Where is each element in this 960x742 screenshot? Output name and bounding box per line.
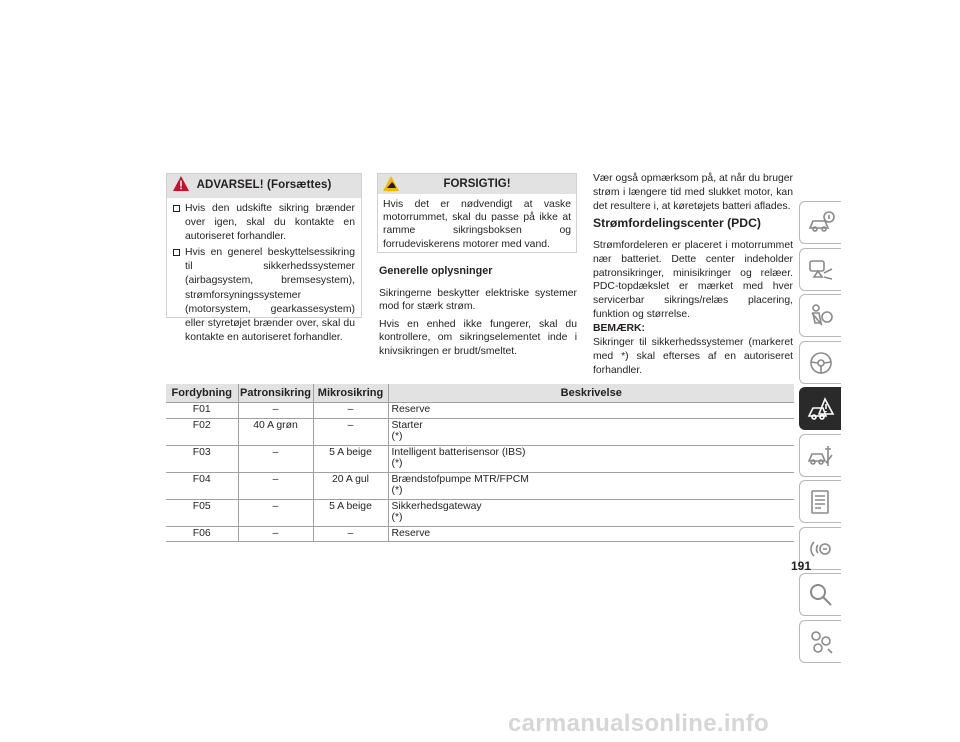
pdc-heading: Strømfordelingscenter (PDC) <box>593 216 761 230</box>
cell-cartridge: – <box>238 403 313 419</box>
page-number: 191 <box>791 559 812 573</box>
general-paragraph-1: Sikringerne beskytter elektriske systemer mod for stærk strøm. <box>379 288 577 313</box>
checkbox-bullet-icon <box>173 249 180 256</box>
cell-cavity: F02 <box>166 418 238 445</box>
safety-mark: (*) <box>391 431 403 442</box>
cell-micro: – <box>313 526 388 542</box>
cell-micro: – <box>313 403 388 419</box>
cell-cartridge: – <box>238 445 313 472</box>
tab-service[interactable] <box>799 434 841 477</box>
table-row <box>166 499 794 526</box>
table-row <box>166 403 794 419</box>
warning-item: Hvis den udskifte sikring brænder over igen, skal du kontakte en autoriseret forhandler. <box>173 202 355 244</box>
spec-list-icon <box>806 487 836 517</box>
car-service-icon <box>806 441 836 471</box>
warning-title: ADVARSEL! (Forsættes) <box>196 179 332 191</box>
header-cavity: Fordybning <box>166 384 238 403</box>
search-icon <box>806 580 836 610</box>
general-heading: Generelle oplysninger <box>379 265 493 277</box>
chapter-tabs <box>799 201 841 666</box>
pdc-paragraph: Strømfordeleren er placeret i motorrummet nær batteriet. Dette center indeholder patronsikringer, minisikringer og relæer. PDC-topdækslet er mærket med hver servicerbar sikrings/relæs placering, funktion og størrelse. <box>593 240 793 320</box>
header-description: Beskrivelse <box>388 384 794 403</box>
cell-cavity: F03 <box>166 445 238 472</box>
language-icon <box>806 627 836 657</box>
caution-box <box>377 173 577 253</box>
caution-header <box>378 174 576 194</box>
cell-cartridge: – <box>238 526 313 542</box>
note-text: Sikringer til sikkerhedssystemer (markeret med *) skal efterses af en autoriseret forhandler. <box>593 337 793 376</box>
warning-item: Hvis en generel beskyttelsessikring til sikkerhedssystemer (airbagsystem, bremsesystem), strømforsyningssystemer (motorsystem, gearkassesystem) eller styretøjet brænder over, skal du kontakte en autoriseret forhandler. <box>173 246 355 345</box>
cell-description: Reserve <box>388 403 794 419</box>
cell-micro: 20 A gul <box>313 472 388 499</box>
cell-description: Reserve <box>388 526 794 542</box>
header-micro: Mikrosikring <box>313 384 388 403</box>
cell-cavity: F01 <box>166 403 238 419</box>
safety-mark: (*) <box>391 458 403 469</box>
cell-description: Starter (*) <box>388 418 794 445</box>
tab-languages[interactable] <box>799 620 841 663</box>
table-row <box>166 526 794 542</box>
cell-cavity: F06 <box>166 526 238 542</box>
tab-safety[interactable] <box>799 294 841 337</box>
warning-box <box>166 173 362 343</box>
header-cartridge: Patronsikring <box>238 384 313 403</box>
cell-description: Brændstofpumpe MTR/FPCM (*) <box>388 472 794 499</box>
table-row <box>166 418 794 445</box>
right-intro: Vær også opmærksom på, at når du bruger strøm i længere tid med slukket motor, kan det resultere i, at køretøjets batteri aflades. <box>593 173 793 212</box>
cell-cavity: F05 <box>166 499 238 526</box>
car-info-icon <box>806 208 836 238</box>
note-label: BEMÆRK: <box>593 323 645 334</box>
checkbox-bullet-icon <box>173 205 180 212</box>
cell-micro: – <box>313 418 388 445</box>
watermark: carmanualsonline.info <box>508 710 770 737</box>
steering-wheel-icon <box>806 348 836 378</box>
cell-micro: 5 A beige <box>313 499 388 526</box>
tab-index[interactable] <box>799 573 841 616</box>
safety-mark: (*) <box>391 485 403 496</box>
tab-emergency[interactable] <box>799 387 841 430</box>
fuse-table <box>166 384 794 542</box>
tab-car-info[interactable] <box>799 201 841 244</box>
seatbelt-airbag-icon <box>806 301 836 331</box>
cell-micro: 5 A beige <box>313 445 388 472</box>
roadside-hazard-icon <box>806 394 836 424</box>
cell-cartridge: – <box>238 472 313 499</box>
cell-cavity: F04 <box>166 472 238 499</box>
tab-dashboard-lights[interactable] <box>799 248 841 291</box>
table-row <box>166 445 794 472</box>
general-paragraph-2: Hvis en enhed ikke fungerer, skal du kontrollere, om sikringselementet inde i knivsikringen er brudt/smeltet. <box>379 319 577 357</box>
tab-specifications[interactable] <box>799 480 841 523</box>
cell-cartridge: 40 A grøn <box>238 418 313 445</box>
warning-header <box>167 174 361 198</box>
table-header-row <box>166 384 794 403</box>
caution-text: Hvis det er nødvendigt at vaske motorrummet, skal du passe på ikke at ramme sikringsboksen og forrudeviskerens motorer med vand. <box>383 199 571 250</box>
cell-description: Intelligent batterisensor (IBS) (*) <box>388 445 794 472</box>
dashboard-lights-icon <box>806 255 836 285</box>
cell-description: Sikkerhedsgateway (*) <box>388 499 794 526</box>
table-row <box>166 472 794 499</box>
tab-driving[interactable] <box>799 341 841 384</box>
caution-title: FORSIGTIG! <box>443 178 511 190</box>
cell-cartridge: – <box>238 499 313 526</box>
safety-mark: (*) <box>391 512 403 523</box>
